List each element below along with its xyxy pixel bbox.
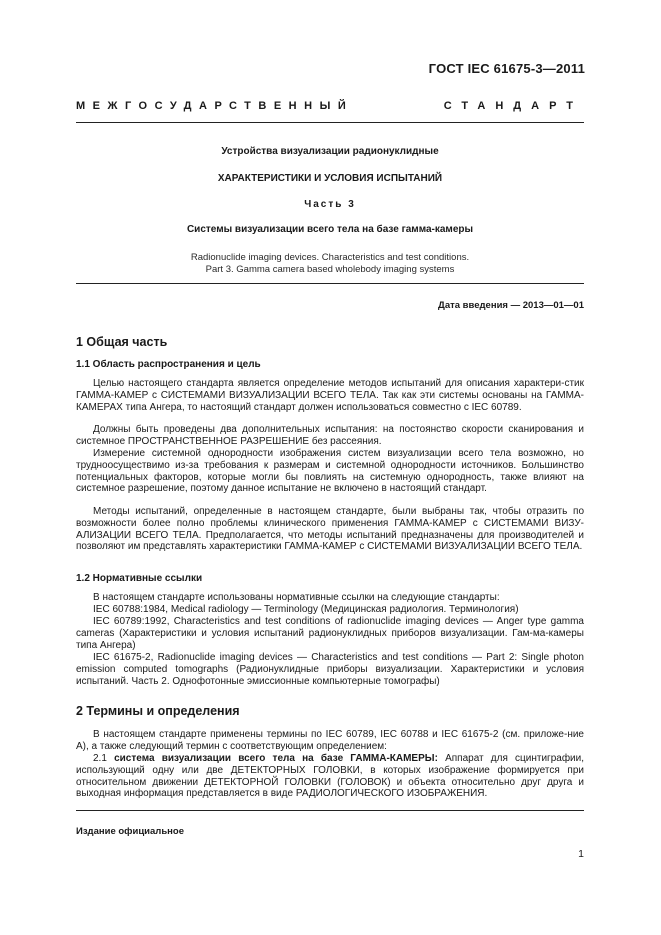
reference-iec-60788: IEC 60788:1984, Medical radiology — Terminology (Медицинская радиология. Терминология) <box>93 604 519 615</box>
paragraph-purpose: Целью настоящего стандарта является определение методов испытаний для описания характери-стик ГАММА-КАМЕР с СИСТЕМАМИ ВИЗУАЛИЗАЦИИ ВСЕГО ТЕЛА. Так как эти системы основаны на ГАММА-КАМЕРАХ типа Ангера, то настоящий стандарт должен использоваться совместно с IEC 60789. <box>76 378 584 413</box>
top-divider <box>76 122 584 123</box>
definition-text: Аппарат для сцинтиграфии, использующий одну или две ДЕТЕКТОРНЫХ ГОЛОВКИ, в которых изображение формируется при относительном движении ДЕТЕКТОРНОЙ ГОЛОВКИ (ГОЛОВОК) и объекта относительно друг друга и выходная информация представляется в виде РАДИОЛОГИЧЕСКОГО ИЗОБРАЖЕНИЯ. <box>76 753 585 800</box>
title-part: Часть 3 <box>304 199 356 210</box>
title-english-line2: Part 3. Gamma camera based wholebody imaging systems <box>205 264 455 275</box>
reference-iec-61675-2: IEC 61675-2, Radionuclide imaging devices — Characteristics and test conditions — Part 2: Single photon emission computed tomographs (Радионуклидные приборы визуализации. Характеристики и условия испытаний. Часть 2. Однофотонные эмиссионные компьютерные томографы) <box>76 652 584 687</box>
paragraph-additional-tests: Должны быть проведены два дополнительных испытания: на постоянство скорости сканирования и системное ПРОСТРАНСТВЕННОЕ РАЗРЕШЕНИЕ без рассеяния. <box>76 424 584 447</box>
standard-label: СТАНДАРТ <box>443 100 583 112</box>
title-part-name: Системы визуализации всего тела на базе гамма-камеры <box>186 224 474 235</box>
standard-id: ГОСТ IEC 61675-3—2011 <box>428 61 585 76</box>
paragraph-uniformity: Измерение системной однородности изображения систем визуализации всего тела возможно, но трудноосуществимо из-за требования к размерам и системной однородности источников. Большинство потенциальных факторов, которые могли бы повлиять на системную однородность, также влияют на системное разрешение, поэтому данное испытание не включено в настоящий стандарт. <box>76 448 584 495</box>
title-subtitle: ХАРАКТЕРИСТИКИ И УСЛОВИЯ ИСПЫТАНИЙ <box>217 173 443 184</box>
definition-term: система визуализации всего тела на базе ГАММА-КАМЕРЫ: <box>114 753 438 764</box>
section1-heading: 1 Общая часть <box>76 335 168 349</box>
paragraph-test-methods: Методы испытаний, определенные в настоящем стандарте, были выбраны так, чтобы отразить по возможности более полно проблемы клинического применения ГАММА-КАМЕР с СИСТЕМАМИ ВИЗУ-АЛИЗАЦИИ ВСЕГО ТЕЛА. Предполагается, что методы испытаний предназначены для производителей и позволяют им представлять характеристики ГАММА-КАМЕР с СИСТЕМАМИ ВИЗУАЛИЗАЦИИ ВСЕГО ТЕЛА. <box>76 506 584 553</box>
footer-divider <box>76 810 584 811</box>
section2-heading: 2 Термины и определения <box>76 704 240 718</box>
section1-2-heading: 1.2 Нормативные ссылки <box>76 573 203 584</box>
paragraph-terms-intro: В настоящем стандарте применены термины по IEC 60789, IEC 60788 и IEC 61675-2 (см. приложе-ние А), а также следующий термин с соответствующим определением: <box>76 729 584 752</box>
definition-number: 2.1 <box>93 753 107 764</box>
title-main: Устройства визуализации радионуклидные <box>221 146 439 157</box>
title-english-line1: Radionuclide imaging devices. Characteristics and test conditions. <box>190 252 470 263</box>
introduction-date: Дата введения — 2013—01—01 <box>438 300 584 311</box>
page-number: 1 <box>578 848 584 860</box>
title-divider <box>76 283 584 284</box>
reference-iec-60789: IEC 60789:1992, Characteristics and test conditions of radionuclide imaging devices — Anger type gamma cameras (Характеристики и условия испытаний радионуклидных приборов визуализации. Гам-ма-камеры типа Ангера) <box>76 616 584 651</box>
section1-1-heading: 1.1 Область распространения и цель <box>76 359 261 370</box>
edition-label: Издание официальное <box>76 826 184 837</box>
definition-2-1 <box>76 753 584 800</box>
interstate-label: МЕЖГОСУДАРСТВЕННЫЙ <box>76 100 354 112</box>
reference-intro: В настоящем стандарте использованы нормативные ссылки на следующие стандарты: <box>93 592 500 603</box>
